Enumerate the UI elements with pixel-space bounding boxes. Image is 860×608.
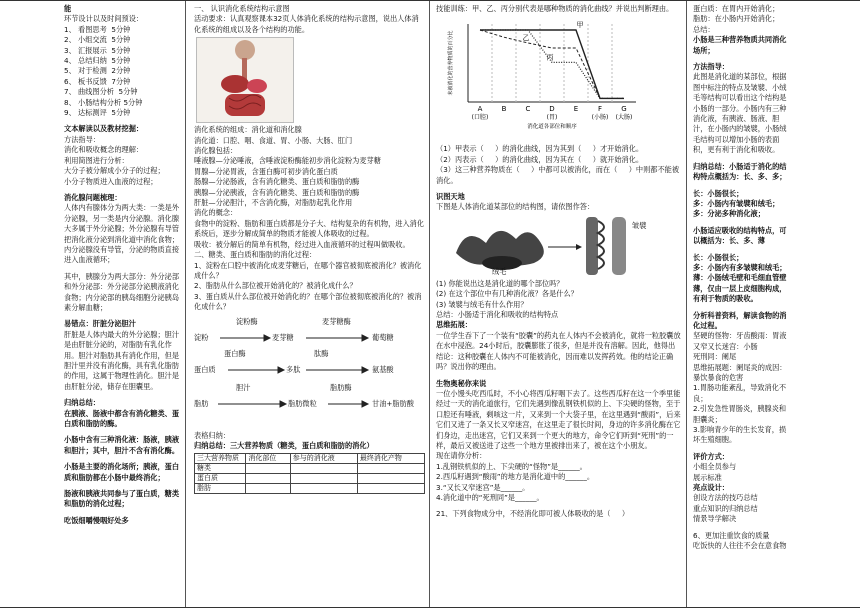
flow-polypeptide: 多肽 <box>286 364 301 374</box>
table-row <box>195 484 425 494</box>
summary-line: 总结： <box>693 24 715 34</box>
chart-q1: （1）甲表示（ ）的消化曲线，因为其到（ ）才开始消化。 <box>436 144 644 154</box>
digestion-text-line: 消化道：口腔、咽、食道、胃、小肠、大肠、肛门 <box>194 135 353 145</box>
table-row <box>195 474 425 484</box>
note-line: 人体内有腺体分为两大类：一类是外分泌腺，另一类是内分泌腺。消化腺大多属于外分泌腺；外分泌腺有导管把消化液分泌到消化道中消化食物；内分泌腺没有导管，分泌的物质直接进入血液循环； <box>64 203 180 265</box>
digestion-text-line: 消化系统的组成：消化道和消化腺 <box>194 125 302 135</box>
label-villi: 绒毛 <box>492 266 507 276</box>
note-line: 消化和吸收概念的理解： <box>64 145 144 155</box>
digestive-organs-illustration <box>197 38 293 122</box>
note-line: 在胰液、肠液中都含有消化糖类、蛋白质和脂肪的酶。 <box>64 408 180 429</box>
note-line: 消化腺问题梳理： <box>64 192 122 202</box>
summary-line: 死刑同：阑尾 <box>693 352 737 362</box>
summary-line: 小肠适应吸收的结构特点，可以概括为：长、多、薄 <box>693 225 787 246</box>
flow-glucose: 葡萄糖 <box>372 332 394 342</box>
story-question: 2.西瓜籽遇到“酸雨”的地方是消化道中的______。 <box>436 472 595 482</box>
story-question: 4.消化道中的“死刑同”是______。 <box>436 492 544 502</box>
summary-line: 坚硬的怪物：牙齿酸雨：胃液又窄又长迷宫：小肠 <box>693 331 787 351</box>
chart-series-label: 甲 <box>576 21 584 30</box>
summary-line: 小组全员参与 <box>693 462 737 472</box>
chart-x-tick-sub: (胃) <box>546 114 558 122</box>
digestion-text-line: 消化的概念： <box>194 208 238 218</box>
table-title: 表格归纳： <box>194 430 230 440</box>
digestion-text-line: 吸收：被分解后的简单有机物，经过进入血液循环的过程叫做吸收。 <box>194 239 410 249</box>
column-practice <box>432 1 687 607</box>
note-line: 易错点：肝脏分泌胆汁 <box>64 319 136 329</box>
extension-text: 一位学生吞下了一个装有“胶囊”的药丸在人体内不会被消化，就将一粒胶囊放在水中浸泡。24小时后，胶囊膨胀了很多，但是并没有溶解。因此，他得出结论：这种胶囊在人体内不可能被消化，因而难以发挥药效。他的结论正确吗？说出你的理由。 <box>436 330 681 372</box>
note-line: 小分子物质进入血液的过程； <box>64 176 158 186</box>
chart-x-tick: A <box>477 105 483 114</box>
digestion-curve-chart <box>446 16 682 144</box>
note-line: 2、 小组交流 5分钟 <box>64 35 131 45</box>
nutrient-table <box>194 453 425 494</box>
summary-line: 脂肪：在小肠内开始消化； <box>693 14 780 24</box>
story-title: 生物奥秘你来说 <box>436 378 487 388</box>
chart-x-tick-sub: (大肠) <box>615 114 633 122</box>
table-header-cell: 消化部位 <box>246 454 290 464</box>
digestion-text-line: 二、糖类、蛋白质和脂肪的消化过程： <box>194 250 317 260</box>
summary-line: 6、更加注重饮食的质量 <box>693 530 770 540</box>
chart-x-tick: D <box>549 105 555 114</box>
summary-line: 多：分泌多种消化液； <box>693 209 765 219</box>
summary-line: 多：小肠内有多皱襞和绒毛； <box>693 262 787 272</box>
note-line: 利用简图进行分析： <box>64 155 129 165</box>
summary-line: 蛋白质：在胃内开始消化； <box>693 4 780 13</box>
story-question: 3.“又长又窄迷宫”是______。 <box>436 482 530 492</box>
table-header-cell: 最终消化产物 <box>357 454 424 464</box>
label-fold: 皱襞 <box>632 220 647 230</box>
note-line: 文本解读以及教材挖掘： <box>64 124 144 134</box>
note-line: 4、 总结归纳 5分钟 <box>64 56 131 66</box>
summary-line: 此图是消化道的某部位，根据图中标注的特点及皱襞、小绒毛等结构可以看出这个结构是小肠的一部分。小肠内有三种消化液，有胰液、肠液、胆汁，在小肠内的皱襞，小肠绒毛结构可以增加小肠的表面积，更有利于消化和吸收。 <box>693 72 787 155</box>
summary-line: 思维拓展题：阑尾炎的成因： <box>693 362 787 372</box>
digestion-text-line: 2、脂肪从什么部位被开始消化的？被消化成什么？ <box>194 281 357 291</box>
story-question: 1.乱钢铁机似的上、下尖硬的“怪物”是______。 <box>436 461 587 471</box>
summary-line: 情景导学解决 <box>693 514 737 524</box>
digestion-text-line: 唾液腺—分泌唾液，含唾液淀粉酶能初步消化淀粉为麦芽糖 <box>194 156 381 166</box>
summary-line: 吃饭快的人往往不会在意食物 <box>693 541 787 551</box>
note-line: 能 <box>64 4 72 13</box>
table-cell-blank[interactable] <box>290 474 357 484</box>
digestion-text-line: 1、淀粉在口腔中被消化成麦芽糖后，在哪个器官被彻底被消化？被消化成什么？ <box>194 260 422 280</box>
digestion-text-line: 胃腺—分泌胃液，含蛋白酶可初步消化蛋白质 <box>194 166 338 176</box>
image-question: (1) 你能说出这是消化道的哪个部位吗？ <box>436 278 564 288</box>
table-cell-blank[interactable] <box>246 474 290 484</box>
summary-line: 多：小肠内有皱襞和绒毛； <box>693 198 780 208</box>
image-question: (2) 在这个部位中有几种消化液？各是什么？ <box>436 289 578 299</box>
flow-bile: 胆汁 <box>236 382 251 392</box>
nutrient-digestion-flowchart <box>194 313 425 421</box>
summary-line: 展示标准 <box>693 472 722 482</box>
note-line: 其中，胰腺分为两大部分：外分泌部和外分泌部：外分泌部分泌胰液消化食物；内分泌部的胰岛细胞分泌胰岛素分解血糖； <box>64 271 180 312</box>
note-line: 环节设计以及时间预设： <box>64 14 144 24</box>
digestion-text-line: 食物中的淀粉、脂肪和蛋白质都是分子大、结构复杂的有机物，进入消化系统后，逐步分解成简单的物质才能被人体吸收的过程。 <box>194 218 425 239</box>
summary-line: 亮点设计： <box>693 483 729 493</box>
summary-line: 小肠是三种营养物质共同消化场所； <box>693 35 787 55</box>
note-line: 方法指导： <box>64 134 100 144</box>
note-line: 8、 小肠结构分析 5分钟 <box>64 97 143 107</box>
intestine-illustration <box>436 213 686 279</box>
note-line: 6、 板书反馈 7分钟 <box>64 76 131 86</box>
summary-line: 长：小肠很长； <box>693 252 744 262</box>
table-row-label: 脂肪 <box>195 484 246 494</box>
note-line: 小肠是主要的消化场所；胰液，蛋白质和脂肪都在小肠中最终消化； <box>64 462 180 482</box>
column-teaching-notes <box>60 1 186 607</box>
recognize-summary: 总结：小肠适于消化和吸收的结构特点 <box>436 310 559 320</box>
digestion-text-line: 胰腺—分泌胰液，含有消化糖类、蛋白质和脂肪的酶 <box>194 187 360 197</box>
chart-y-label: 未被消化的营养物质的百分比 <box>448 30 454 96</box>
chart-series-line <box>480 30 624 98</box>
activity-line: 活动要求：认真观察课本32页人体消化系统的结构示意图，说出人体消化系统的组成以及各个结构的功能。 <box>194 14 419 34</box>
flow-maltase: 麦芽糖酶 <box>322 316 351 326</box>
table-cell-blank[interactable] <box>290 464 357 474</box>
summary-line: 长：小肠很长； <box>693 188 744 198</box>
flow-peptidase: 肽酶 <box>314 348 329 358</box>
chart-x-tick: B <box>501 105 507 114</box>
digestion-text-line: 3、蛋白质从什么部位被开始消化的？在哪个部位被彻底被消化的？被消化成什么？ <box>194 291 422 312</box>
note-line: 小肠中含有三种消化液：肠液，胰液和胆汁；其中，胆汁不含有消化酶。 <box>64 435 180 455</box>
recognize-text: 下图是人体消化道某部位的结构图，请依图作答： <box>436 202 595 212</box>
chart-series-label: 乙 <box>522 34 530 43</box>
table-cell-blank[interactable] <box>246 464 290 474</box>
digestion-text-line: 肠腺—分泌肠液，含有消化糖类、蛋白质和脂肪的酶 <box>194 177 360 187</box>
activity-line: 一、 认识消化系统结构示意图 <box>194 4 290 13</box>
flow-fat: 脂肪 <box>194 398 209 408</box>
flow-fat-droplet: 脂肪微粒 <box>288 398 317 408</box>
table-summary: 归纳总结：三大营养物质（糖类，蛋白质和脂肪的消化） <box>194 440 374 450</box>
small-intestine-images <box>436 213 682 279</box>
chart-series-label: 丙 <box>546 53 554 62</box>
flow-glycerol-fatty-acid: 甘油+脂肪酸 <box>372 398 414 408</box>
note-line: 大分子被分解成小分子的过程； <box>64 166 165 176</box>
summary-line: 3.影响青少年的生长发育，损坏生殖细胞。 <box>693 425 787 445</box>
chart-x-label: 消化道各部位和顺序 <box>527 124 577 131</box>
summary-line: 评价方式： <box>693 451 729 461</box>
note-line: 3、 汇报展示 5分钟 <box>64 45 131 55</box>
chart-series-line <box>480 30 624 98</box>
flow-protein: 蛋白质 <box>194 364 216 374</box>
recognize-title: 识图天地 <box>436 192 465 202</box>
flow-protease: 蛋白酶 <box>224 348 246 358</box>
note-line: 肝脏是人体内最大的外分泌腺；胆汁是由肝脏分泌的，对脂肪有乳化作用。胆汁对脂肪具有消化作用，但是胆汁里并没有消化酶，具有乳化脂肪的作用，这属于物理性消化。胆汁是由肝脏分泌，储存在胆囊里。 <box>64 329 180 391</box>
note-line: 9、 达标测评 5分钟 <box>64 108 131 118</box>
summary-line: 2.引发急性胃肠炎，胰腺炎和胆囊炎； <box>693 404 787 424</box>
note-line: 7、 曲线图分析 5分钟 <box>64 87 138 97</box>
digestive-system-diagram <box>196 37 294 123</box>
note-line: 归纳总结： <box>64 398 100 408</box>
table-header-cell: 三大营养物质 <box>195 454 246 464</box>
chart-q3: （3）这三种营养物质在（ ）中都可以被消化，而在（ ）中则都不能被消化。 <box>436 165 680 185</box>
flow-starch: 淀粉 <box>194 332 209 342</box>
table-cell-blank[interactable] <box>246 484 290 494</box>
note-line: 1、 看图思考 5分钟 <box>64 24 131 34</box>
summary-line: 重点知识的归纳总结 <box>693 503 758 513</box>
chart-q2: （2）丙表示（ ）的消化曲线，因为其在（ ）就开始消化。 <box>436 154 644 164</box>
note-line: 吃饭细嚼慢咽好处多 <box>64 515 129 525</box>
questions-title: 现在请你分析： <box>436 451 487 461</box>
flow-amylase: 淀粉酶 <box>236 316 258 326</box>
chart-intro: 技能训练：甲、乙、丙分别代表是哪种物质的消化曲线？并说出判断理由。 <box>436 4 674 13</box>
story-text: 一位小馒头吃西瓜时，不小心将西瓜籽咽下去了。这些西瓜籽在这一个季里能经过一天的消化道旅行，它们先遇到像乱钢铁机似的上、下尖硬的怪物，至于口腔还有唾液，剩咳这一片，又来到一个大袋子里，在这里遇到“酸雨”，后来它们又进了一条又长又窄迷宫，在这里走了很长时间，身边的许多消化酶在它们身边，走出迷宫，它们又来到一个更大的地方，命令它们听到“死刑”的一样，最后又被送进了这些一个地方里被排出来了，被在这个小朋友。 <box>436 388 681 450</box>
summary-line: 薄：小肠绒毛壁和毛细血管壁薄，仅由一层上皮细胞构成，有利于物质的吸收。 <box>693 273 787 304</box>
summary-line: 创设方法的技巧总结 <box>693 493 758 503</box>
table-row <box>195 464 425 474</box>
chart-series-line <box>480 30 624 98</box>
chart-x-tick: G <box>621 105 627 114</box>
question-21: 21、下列食物成分中，不经消化即可被人体吸收的是（ ） <box>436 509 630 519</box>
image-question: (3) 皱襞与绒毛有什么作用？ <box>436 299 528 309</box>
note-line: 5、 对于检测 2分钟 <box>64 66 131 76</box>
extension-title: 思维拓展： <box>436 320 472 330</box>
column-summary <box>689 1 797 607</box>
flow-maltose: 麦芽糖 <box>272 332 294 342</box>
chart-x-tick: C <box>525 105 531 114</box>
table-cell-blank[interactable] <box>357 474 424 484</box>
chart-x-tick: F <box>597 105 603 114</box>
table-cell-blank[interactable] <box>357 484 424 494</box>
summary-line: 1.胃肠功能紊乱，导致消化不良； <box>693 383 787 403</box>
digestion-text-line: 消化腺包括： <box>194 146 238 156</box>
flow-amino-acid: 氨基酸 <box>372 364 394 374</box>
note-line: 肠液和胰液共同参与了蛋白质，糖类和脂肪的消化过程； <box>64 489 180 509</box>
flow-lipase: 脂肪酶 <box>330 382 352 392</box>
table-cell-blank[interactable] <box>357 464 424 474</box>
summary-line: 分析科普资料，解读食物的消化过程。 <box>693 310 787 330</box>
digestion-chart-svg <box>446 16 646 140</box>
digestion-text-line: 肝脏—分泌胆汁，不含消化酶，对脂肪起乳化作用 <box>194 198 353 208</box>
chart-x-tick-sub: (小肠) <box>591 114 609 122</box>
chart-x-tick: E <box>573 105 579 114</box>
table-row-label: 蛋白质 <box>195 474 246 484</box>
table-cell-blank[interactable] <box>290 484 357 494</box>
summary-line: 方法指导： <box>693 62 729 72</box>
column-digestive-system <box>190 1 430 607</box>
chart-x-tick-sub: (口腔) <box>471 114 489 122</box>
table-row-label: 糖类 <box>195 464 246 474</box>
summary-line: 暴饮暴食的危害 <box>693 373 744 382</box>
summary-line: 归纳总结：小肠适于消化的结构特点概括为：长、多、多； <box>693 161 787 182</box>
table-header-cell: 参与的消化液 <box>290 454 357 464</box>
